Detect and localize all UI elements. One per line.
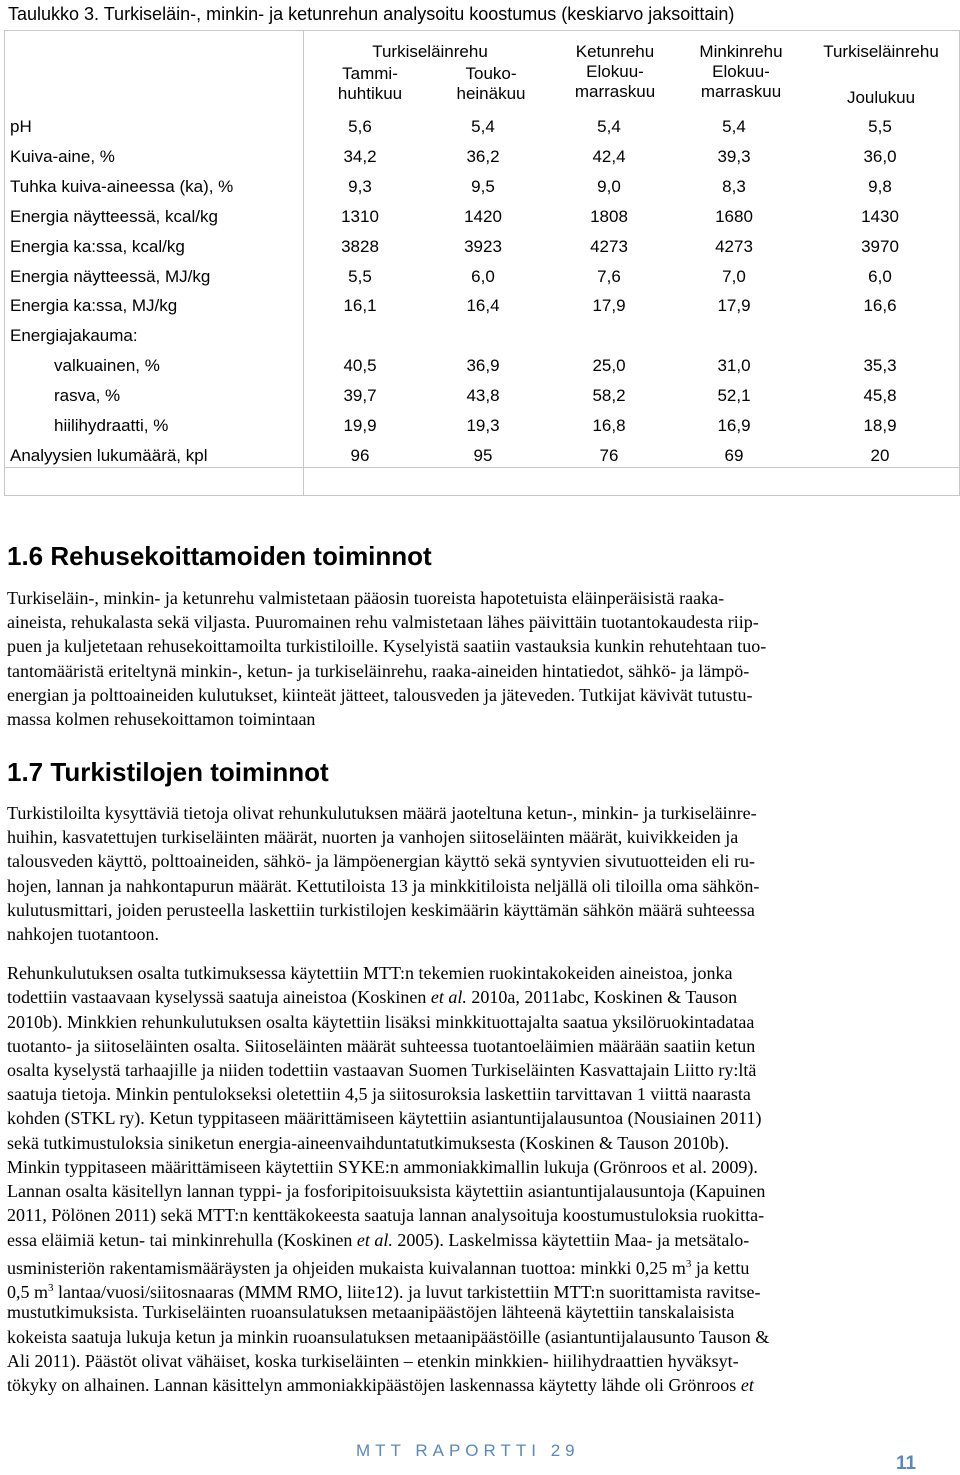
- header-group-turkis: Turkiseläinrehu: [372, 42, 488, 61]
- table-cell: 17,9: [717, 296, 751, 315]
- text-span: 2010a, 2011abc, Koskinen & Tauson: [466, 987, 738, 1007]
- table-cell: 42,4: [592, 147, 626, 166]
- text-line: kohden (STKL ry). Ketun typpitaseen määrittämiseen käytettiin asiantuntijalausuntoa (Nousiainen 2011): [7, 1108, 762, 1128]
- table-cell: 16,6: [863, 296, 897, 315]
- table-cell: 36,0: [863, 147, 897, 166]
- table-cell: 76: [599, 446, 619, 465]
- italic-et-al: et al.: [356, 1230, 393, 1250]
- text-span: ja kettu: [691, 1258, 750, 1278]
- section-heading-1-6: 1.6 Rehusekoittamoiden toiminnot: [7, 541, 432, 571]
- header-col4-line1: Minkinrehu: [699, 42, 783, 61]
- header-col5-title: Turkiseläinrehu: [823, 42, 939, 61]
- text-span: lantaa/vuosi/siitosnaaras (MMM RMO, liite12). ja luvut tarkistettiin MTT:n suorittamista ravitse-: [53, 1282, 761, 1302]
- header-col1-line2: huhtikuu: [337, 84, 403, 103]
- text-line: tantomääristä eriteltynä minkin-, ketun- ja turkiseläinrehu, raaka-aineiden hintatiedot, sähkö- ja lämpö-: [7, 661, 750, 681]
- header-col2-line1: Touko-: [465, 64, 517, 83]
- table-cell: 1310: [341, 207, 379, 226]
- table-cell: 4273: [715, 237, 753, 256]
- superscript-3: 3: [685, 1258, 692, 1270]
- table-cell: 20: [870, 446, 890, 465]
- text-line: talousveden käyttö, polttoaineiden, sähkö- ja lämpöenergian käyttö sekä syntyvien sivutuotteiden eli ru-: [7, 851, 755, 871]
- row-label: Kuiva-aine, %: [10, 147, 115, 166]
- header-col3-line3: marraskuu: [574, 82, 656, 101]
- table-cell: 5,4: [471, 117, 495, 136]
- text-line: nahkojen tuotantoon.: [7, 924, 159, 944]
- table-cell: 43,8: [466, 386, 500, 405]
- table-cell: 7,6: [597, 267, 621, 286]
- table-cell: 19,9: [343, 416, 377, 435]
- row-label: Tuhka kuiva-aineessa (ka), %: [10, 177, 234, 196]
- table-cell: 16,8: [592, 416, 626, 435]
- header-col1: [320, 64, 420, 104]
- header-col4-line2: Elokuu-: [712, 62, 770, 81]
- text-line: Minkin typpitaseen määrittämiseen käytettiin SYKE:n ammoniakkimallin lukuja (Grönroos et al. 2009).: [7, 1157, 758, 1177]
- text-line: kulutusmittari, joiden perusteella laskettiin turkistilojen keskimäärin käyttämän sähkön määrä suhteessa: [7, 900, 755, 920]
- text-span: essa eläimiä ketun- tai minkinrehulla (Koskinen: [7, 1230, 357, 1250]
- table-cell: 35,3: [863, 356, 897, 375]
- header-col1-line1: Tammi-: [342, 64, 398, 83]
- table-cell: 9,5: [471, 177, 495, 196]
- table-cell: 58,2: [592, 386, 626, 405]
- row-label: rasva, %: [54, 386, 121, 405]
- superscript-3: 3: [48, 1282, 54, 1294]
- text-line: massa kolmen rehusekoittamon toimintaan: [7, 709, 316, 729]
- row-label: Analyysien lukumäärä, kpl: [10, 446, 208, 465]
- text-line: saatuja tietoja. Minkin pentulokseksi oletettiin 4,5 ja siitosuroksia laskettiin tarvittavan 1 viittä naarasta: [7, 1084, 751, 1104]
- table-cell: 1430: [861, 207, 899, 226]
- text-line: [7, 1228, 917, 1252]
- text-span: usministeriön rakentamismääräysten ja ohjeiden mukaista kuivalannan tuottoa: minkki 0,25 m: [7, 1258, 686, 1278]
- header-col3-line1: Ketunrehu: [575, 42, 655, 61]
- table-cell: 6,0: [471, 267, 495, 286]
- table-cell: 5,5: [868, 117, 892, 136]
- table-cell: 5,5: [348, 267, 372, 286]
- table-cell: 9,8: [868, 177, 892, 196]
- table-cell: 16,9: [717, 416, 751, 435]
- table-cell: 69: [724, 446, 744, 465]
- table-cell: 3970: [861, 237, 899, 256]
- row-label: Energia näytteessä, kcal/kg: [10, 207, 218, 226]
- text-line: kokeista saatuja lukuja ketun ja minkin ruoansulatuksen metaanipäästöille (asiantuntijalausunto Tauson &: [7, 1327, 770, 1347]
- table-cell: 31,0: [717, 356, 751, 375]
- table-cell: 3923: [464, 237, 502, 256]
- header-col4: [681, 42, 801, 102]
- table-row-divider: [5, 467, 959, 468]
- text-span: 0,5 m: [7, 1282, 49, 1302]
- header-col3-line2: Elokuu-: [586, 62, 644, 81]
- text-span: 2005). Laskelmissa käytettiin Maa- ja metsätalo-: [392, 1230, 750, 1250]
- table-cell: 8,3: [722, 177, 746, 196]
- text-line: huihin, kasvatettujen turkiseläinten määrät, nuorten ja vanhojen siitoseläinten määrät, kuivikkeiden ja: [7, 827, 739, 847]
- table-cell: 5,4: [597, 117, 621, 136]
- text-line: [7, 985, 917, 1009]
- table-cell: 1808: [590, 207, 628, 226]
- row-label: Energia ka:ssa, kcal/kg: [10, 237, 185, 256]
- table-cell: 36,2: [466, 147, 500, 166]
- text-line: Rehunkulutuksen osalta tutkimuksessa käytettiin MTT:n tekemien ruokintakokeiden aineistoa, jonka: [7, 963, 733, 983]
- text-span: tökyky on alhainen. Lannan käsittelyn ammoniakkipäästöjen laskennassa käytetty lähde oli Grönroos: [7, 1375, 741, 1395]
- row-label: valkuainen, %: [54, 356, 160, 375]
- table-cell: 9,3: [348, 177, 372, 196]
- table-cell: 17,9: [592, 296, 626, 315]
- table-cell: 40,5: [343, 356, 377, 375]
- header-col2-line2: heinäkuu: [456, 84, 526, 103]
- table-cell: 1680: [715, 207, 753, 226]
- text-line: puen ja kuljetetaan rehusekoittamoilta turkistiloille. Kyselyistä saatiin vastauksia kunkin rehutehtaan tuo-: [7, 636, 767, 656]
- table-cell: 39,7: [343, 386, 377, 405]
- page-number: 11: [896, 1453, 917, 1474]
- text-line: Lannan osalta käsitellyn lannan typpi- ja fosforipitoisuuksista käytettiin asiantuntijalausuntoja (Kapuinen: [7, 1181, 766, 1201]
- table-cell: 5,6: [348, 117, 372, 136]
- row-label: Energia ka:ssa, MJ/kg: [10, 296, 178, 315]
- table-cell: 16,4: [466, 296, 500, 315]
- table-cell: 45,8: [863, 386, 897, 405]
- table-cell: 36,9: [466, 356, 500, 375]
- table-cell: 3828: [341, 237, 379, 256]
- text-line: aineista, rehukalasta sekä viljasta. Puuromainen rehu valmistetaan lähes päivittäin tuotantokaudesta riip-: [7, 612, 759, 632]
- text-line: 2011, Pölönen 2011) sekä MTT:n kenttäkokeesta saatuja lannan analysoituja koostumustuloksia ruokitta-: [7, 1205, 765, 1225]
- italic-et-al: et al.: [430, 987, 467, 1007]
- table-caption: Taulukko 3. Turkiseläin-, minkin- ja ketunrehun analysoitu koostumus (keskiarvo jaksoittain): [8, 4, 735, 24]
- text-line: Turkiseläin-, minkin- ja ketunrehu valmistetaan pääosin tuoreista hapotetuista eläinperäisistä raaka-: [7, 588, 725, 608]
- text-line: Ali 2011). Päästöt olivat vähäiset, koska turkiseläinten – etenkin minkkien- hiilihydraattien hyväksyt-: [7, 1351, 739, 1371]
- table-cell: 5,4: [722, 117, 746, 136]
- footer-report-name: MTT RAPORTTI 29: [356, 1441, 580, 1460]
- table-cell: 96: [350, 446, 370, 465]
- header-col2: [436, 64, 546, 104]
- row-label: Energia näytteessä, MJ/kg: [10, 267, 211, 286]
- table-cell: 39,3: [717, 147, 751, 166]
- table-cell: 34,2: [343, 147, 377, 166]
- header-col5-period: Joulukuu: [846, 88, 916, 107]
- text-line: hojen, lannan ja nahkontapurun määrät. Kettutiloista 13 ja minkkitiloista neljällä oli tiloilla oma sähkön-: [7, 876, 760, 896]
- text-line: sekä tutkimustuloksia siniketun energia-aineenvaihduntatutkimuksesta (Koskinen & Tauson 2010b).: [7, 1133, 729, 1153]
- text-line: energian ja polttoaineiden kulutukset, kiinteät jätteet, talousveden ja jäteveden. Tutkijat kävivät tutustu-: [7, 685, 753, 705]
- row-label: pH: [10, 117, 32, 136]
- row-label: Energiajakauma:: [10, 326, 138, 345]
- section-heading-1-7: 1.7 Turkistilojen toiminnot: [7, 757, 329, 787]
- header-col3: [555, 42, 675, 102]
- table-cell: 9,0: [597, 177, 621, 196]
- table-cell: 52,1: [717, 386, 751, 405]
- table-cell: 16,1: [343, 296, 377, 315]
- table-cell: 4273: [590, 237, 628, 256]
- table-cell: 19,3: [466, 416, 500, 435]
- table-cell: 6,0: [868, 267, 892, 286]
- italic-et: et: [740, 1375, 754, 1395]
- text-line: mustutkimuksista. Turkiseläinten ruoansulatuksen metaanipäästöjen lähteenä käytettiin tanskalaisista: [7, 1302, 735, 1322]
- row-label: hiilihydraatti, %: [54, 416, 169, 435]
- table-cell: 95: [473, 446, 493, 465]
- text-line: tuotanto- ja siitoseläinten osalta. Siitoseläinten määrät suhteessa tuotantoeläimien määrään saatiin ketun: [7, 1036, 756, 1056]
- text-line: [7, 1373, 917, 1397]
- text-span: todettiin vastaavaan kyselyssä saatuja aineistoa (Koskinen: [7, 987, 431, 1007]
- text-line: osalta kyselystä tarhaajille ja niiden todettiin vastaavan Suomen Turkiseläinten Kasvattajain Liitto ry:ltä: [7, 1060, 757, 1080]
- table-cell: 7,0: [722, 267, 746, 286]
- text-line: 2010b). Minkkien rehunkulutuksen osalta käytettiin lisäksi minkkituottajalta saatua yksilöruokintadataa: [7, 1012, 755, 1032]
- table-cell: 1420: [464, 207, 502, 226]
- table-cell: 18,9: [863, 416, 897, 435]
- table-cell: 25,0: [592, 356, 626, 375]
- text-line: Turkistiloilta kysyttäviä tietoja olivat rehunkulutuksen määrä jaoteltuna ketun-, minkin- ja turkiseläinre-: [7, 803, 757, 823]
- header-col4-line3: marraskuu: [700, 82, 782, 101]
